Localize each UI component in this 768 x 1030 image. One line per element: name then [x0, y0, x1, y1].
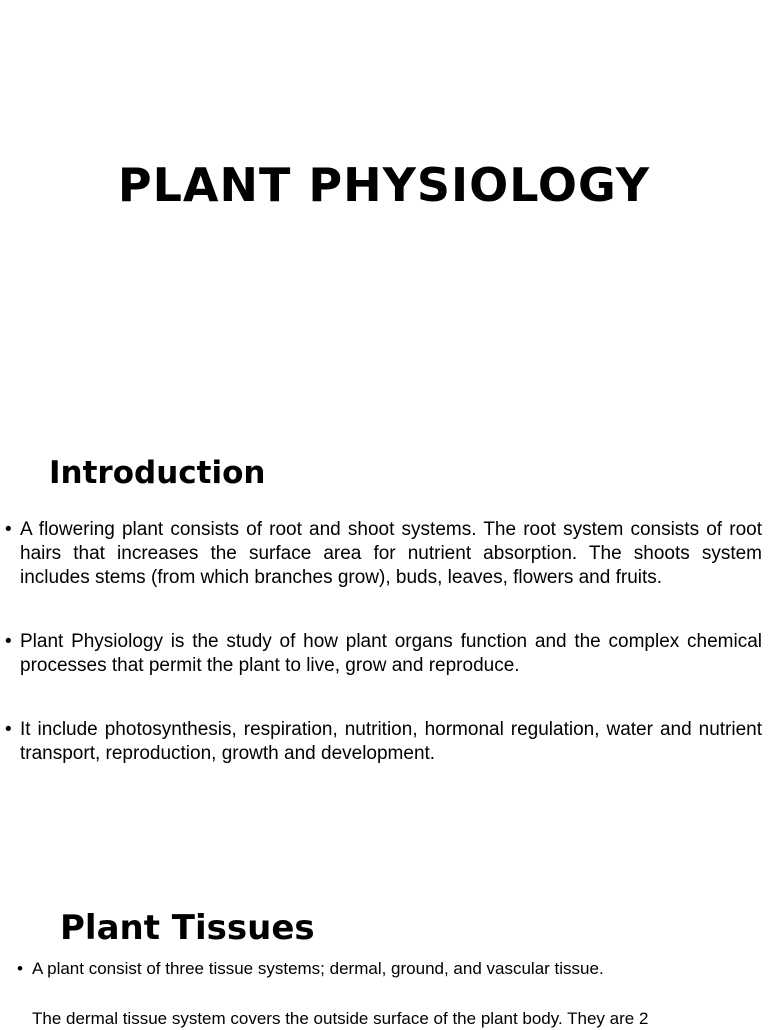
plant-tissues-heading: Plant Tissues: [60, 908, 315, 948]
list-item: [5, 518, 762, 590]
bullet-icon: •: [5, 519, 12, 540]
list-item: [17, 958, 762, 980]
plant-tissues-bullet-list: [17, 958, 762, 1030]
list-item: [32, 1008, 762, 1030]
bullet-icon: •: [5, 719, 12, 740]
bullet-text: A plant consist of three tissue systems; dermal, ground, and vascular tissue.: [32, 959, 604, 978]
bullet-icon: •: [17, 959, 23, 978]
bullet-icon: •: [5, 631, 12, 652]
bullet-text: Plant Physiology is the study of how plant organs function and the complex chemical processes that permit the plant to live, grow and reproduce.: [20, 631, 762, 676]
bullet-text: It include photosynthesis, respiration, nutrition, hormonal regulation, water and nutrient transport, reproduction, growth and development.: [20, 719, 762, 764]
introduction-bullet-list: [5, 518, 762, 766]
bullet-text: The dermal tissue system covers the outside surface of the plant body. They are 2: [32, 1009, 649, 1028]
list-item: [5, 630, 762, 678]
page-title: PLANT PHYSIOLOGY: [117, 158, 651, 212]
introduction-heading: Introduction: [49, 455, 266, 491]
list-item: [5, 718, 762, 766]
bullet-text: A flowering plant consists of root and shoot systems. The root system consists of root hairs that increases the surface area for nutrient absorption. The shoots system includes stems (from which branches grow), buds, leaves, flowers and fruits.: [20, 519, 762, 588]
